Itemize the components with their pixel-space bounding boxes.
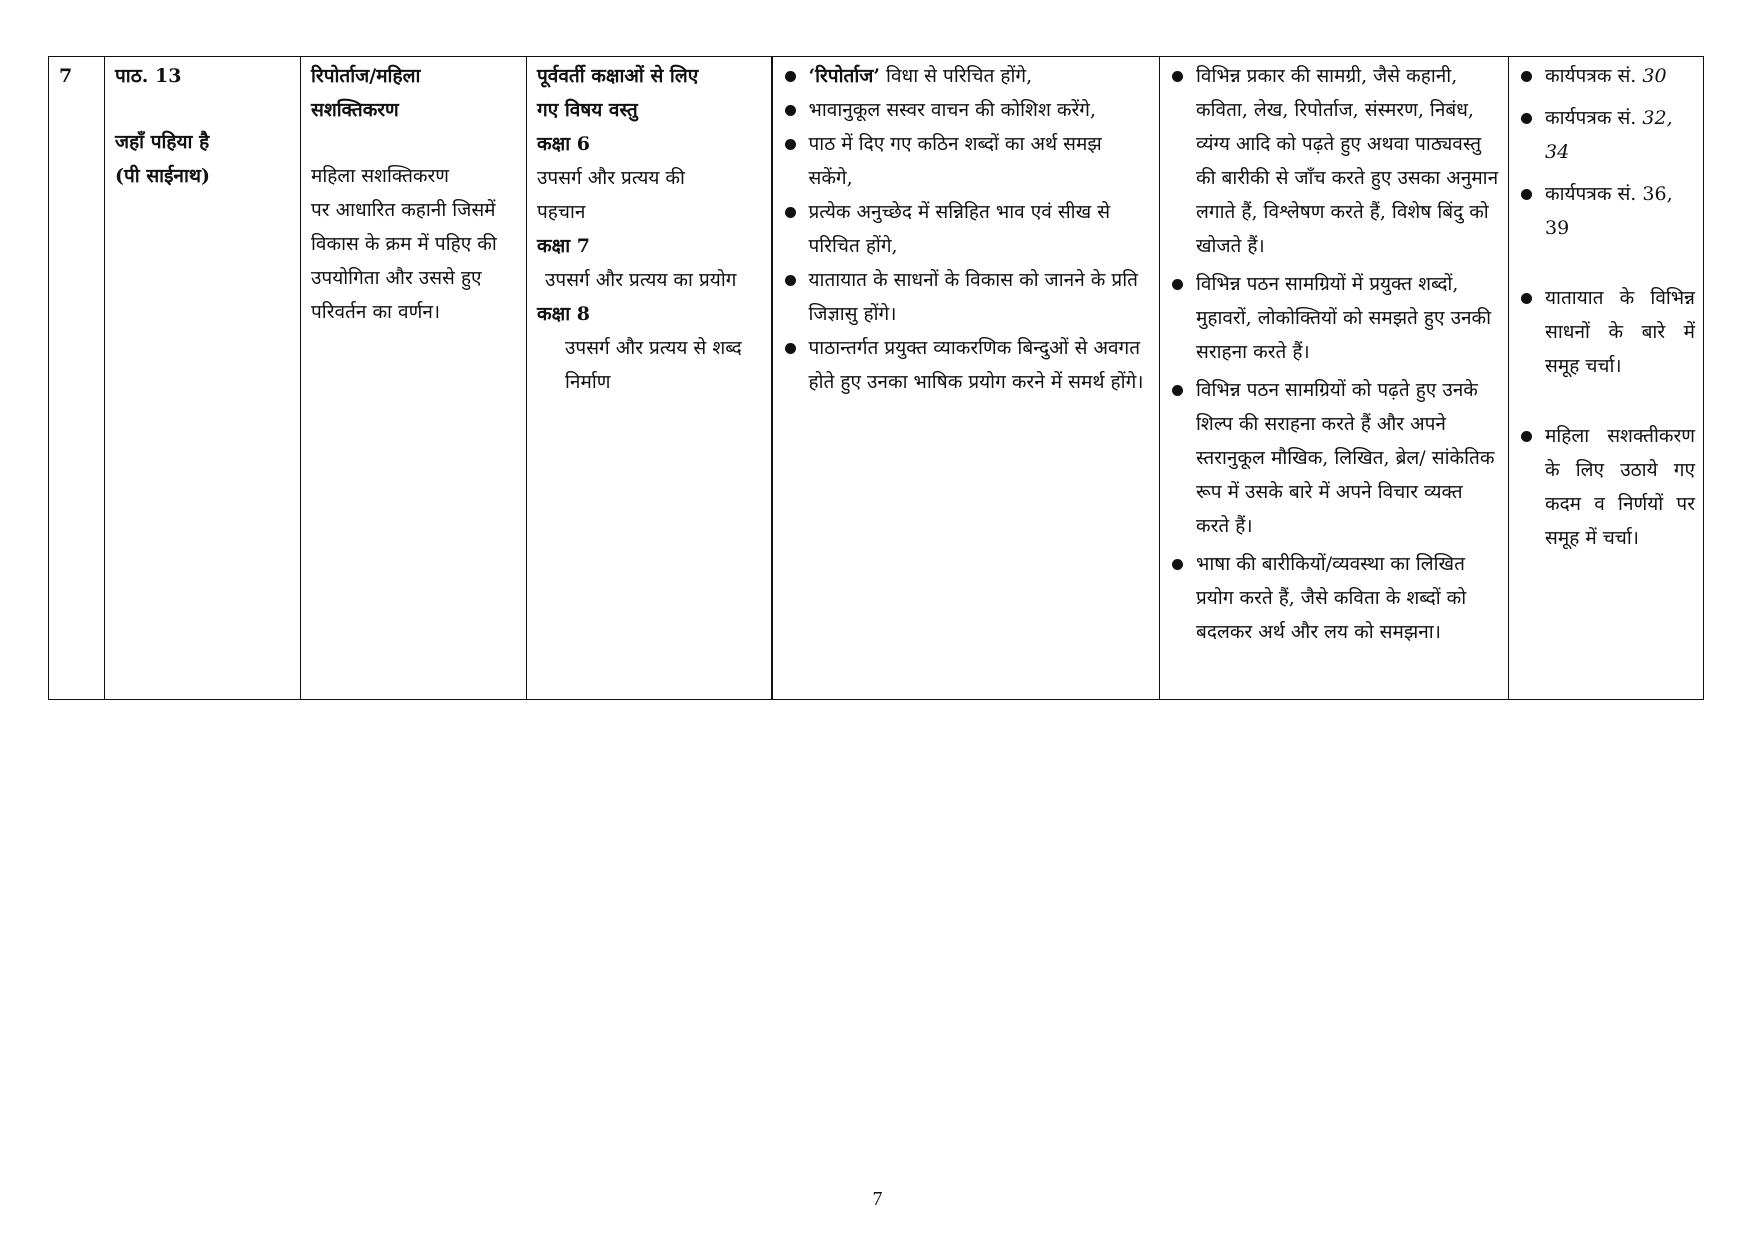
theme-cell [301,57,527,700]
class-8-text-line: निर्माण [565,371,611,393]
objectives-list [783,59,1152,399]
outcome-text: भाषा की बारीकियों/व्यवस्था का लिखित प्रयोग करते हैं, जैसे कविता के शब्दों को बदलकर अर्थ और लय को समझना। [1196,553,1467,643]
bullet-icon [1521,71,1532,82]
list-item [783,195,1152,263]
list-item [783,263,1152,331]
class-7-text: उपसर्ग और प्रत्यय का प्रयोग [545,269,737,291]
table-row [49,57,1704,700]
class-6-text-line: पहचान [537,201,586,223]
objective-text: पाठ में दिए गए कठिन शब्दों का अर्थ समझ सकेंगे, [808,133,1102,189]
worksheet-label: कार्यपत्रक सं. [1545,65,1637,87]
worksheet-number: 36, 39 [1545,183,1673,239]
worksheet-label: कार्यपत्रक सं. [1545,107,1637,129]
page-number: 7 [872,1188,883,1210]
bullet-icon [785,207,796,218]
class-6-text-line: उपसर्ग और प्रत्यय की [537,167,685,189]
lesson-number: पाठ. 13 [115,65,182,87]
list-item [1170,267,1500,369]
lesson-author: (पी साईनाथ) [115,165,211,187]
class-8-label: कक्षा 8 [537,303,590,325]
list-item [1170,59,1500,263]
previous-content-cell [527,57,772,700]
worksheet-label: कार्यपत्रक सं. [1545,183,1637,205]
theme-heading-line-2: सशक्तिकरण [311,99,399,121]
class-6-label: कक्षा 6 [537,133,590,155]
objectives-cell [772,57,1160,700]
objective-text: भावानुकूल सस्वर वाचन की कोशिश करेंगे, [808,99,1097,121]
outcome-text: विभिन्न प्रकार की सामग्री, जैसे कहानी, कविता, लेख, रिपोर्ताज, संस्मरण, निबंध, व्यंग्य आदि को पढ़ते हुए अथवा पाठ्यवस्तु की बारीकी से जाँच करते हुए उसका अनुमान लगाते हैं, विश्लेषण करते हैं, विशेष बिंदु को खोजते हैं। [1196,65,1499,257]
serial-cell [49,57,105,700]
bullet-icon [785,343,796,354]
serial-number: 7 [59,65,73,87]
list-item [1170,547,1500,649]
objective-text: पाठान्तर्गत प्रयुक्त व्याकरणिक बिन्दुओं से अवगत होते हुए उनका भाषिक प्रयोग करने में समर्थ होंगे। [808,337,1144,393]
lesson-title: जहाँ पहिया है [115,131,210,153]
objective-text: विधा से परिचित होंगे, [879,65,1033,87]
objective-text: यातायात के साधनों के विकास को जानने के प्रति जिज्ञासु होंगे। [808,269,1138,325]
theme-description-line: उपयोगिता और उससे हुए [311,267,482,289]
class-8-text-line: उपसर्ग और प्रत्यय से शब्द [565,337,742,359]
theme-description-line: पर आधारित कहानी जिसमें [311,199,496,221]
class-7-label: कक्षा 7 [537,235,590,257]
discussion-text: महिला सशक्तीकरण के लिए उठाये गए कदम व निर्णयों पर समूह में चर्चा। [1545,425,1695,549]
activities-cell [1509,57,1704,700]
list-item [1519,419,1695,555]
theme-description-line: विकास के क्रम में पहिए की [311,233,497,255]
theme-heading-line-1: रिपोर्ताज/महिला [311,65,421,87]
list-item [783,93,1152,127]
list-item [783,331,1152,399]
bullet-icon [1521,113,1532,124]
list-item [1519,101,1695,169]
bullet-icon [785,275,796,286]
previous-content-heading-line-1: पूर्ववर्ती कक्षाओं से लिए [537,65,699,87]
bullet-icon [1521,189,1532,200]
lesson-cell [105,57,301,700]
bullet-icon [1172,559,1183,570]
objective-text: प्रत्येक अनुच्छेद में सन्निहित भाव एवं सीख से परिचित होंगे, [808,201,1111,257]
worksheet-number: 30 [1642,65,1667,87]
theme-description-line: महिला सशक्तिकरण [311,165,450,187]
learning-outcomes-cell [1160,57,1509,700]
outcome-text: विभिन्न पठन सामग्रियों को पढ़ते हुए उनके शिल्प की सराहना करते हैं और अपने स्तरानुकूल मौखिक, लिखित, ब्रेल/ सांकेतिक रूप में उसके बारे में अपने विचार व्यक्त करते हैं। [1196,379,1495,537]
activities-list [1519,59,1695,555]
bullet-icon [785,105,796,116]
objective-keyword: ‘रिपोर्ताज’ [808,65,880,87]
learning-outcomes-list [1170,59,1500,649]
bullet-icon [1521,431,1532,442]
bullet-icon [1172,279,1183,290]
bullet-icon [1521,293,1532,304]
bullet-icon [1172,385,1183,396]
previous-content-heading-line-2: गए विषय वस्तु [537,99,638,121]
list-item [1519,177,1695,245]
theme-description-line: परिवर्तन का वर्णन। [311,301,441,323]
discussion-text: यातायात के विभिन्न साधनों के बारे में समूह चर्चा। [1545,287,1695,377]
list-item [1519,59,1695,93]
bullet-icon [1172,71,1183,82]
bullet-icon [785,71,796,82]
list-item [1170,373,1500,543]
list-item [1519,281,1695,383]
worksheet-number: 32, 34 [1545,107,1673,163]
lesson-plan-table [48,56,1704,700]
list-item [783,127,1152,195]
outcome-text: विभिन्न पठन सामग्रियों में प्रयुक्त शब्दों, मुहावरों, लोकोक्तियों को समझते हुए उनकी सराहना करते हैं। [1196,273,1492,363]
list-item [783,59,1152,93]
bullet-icon [785,139,796,150]
